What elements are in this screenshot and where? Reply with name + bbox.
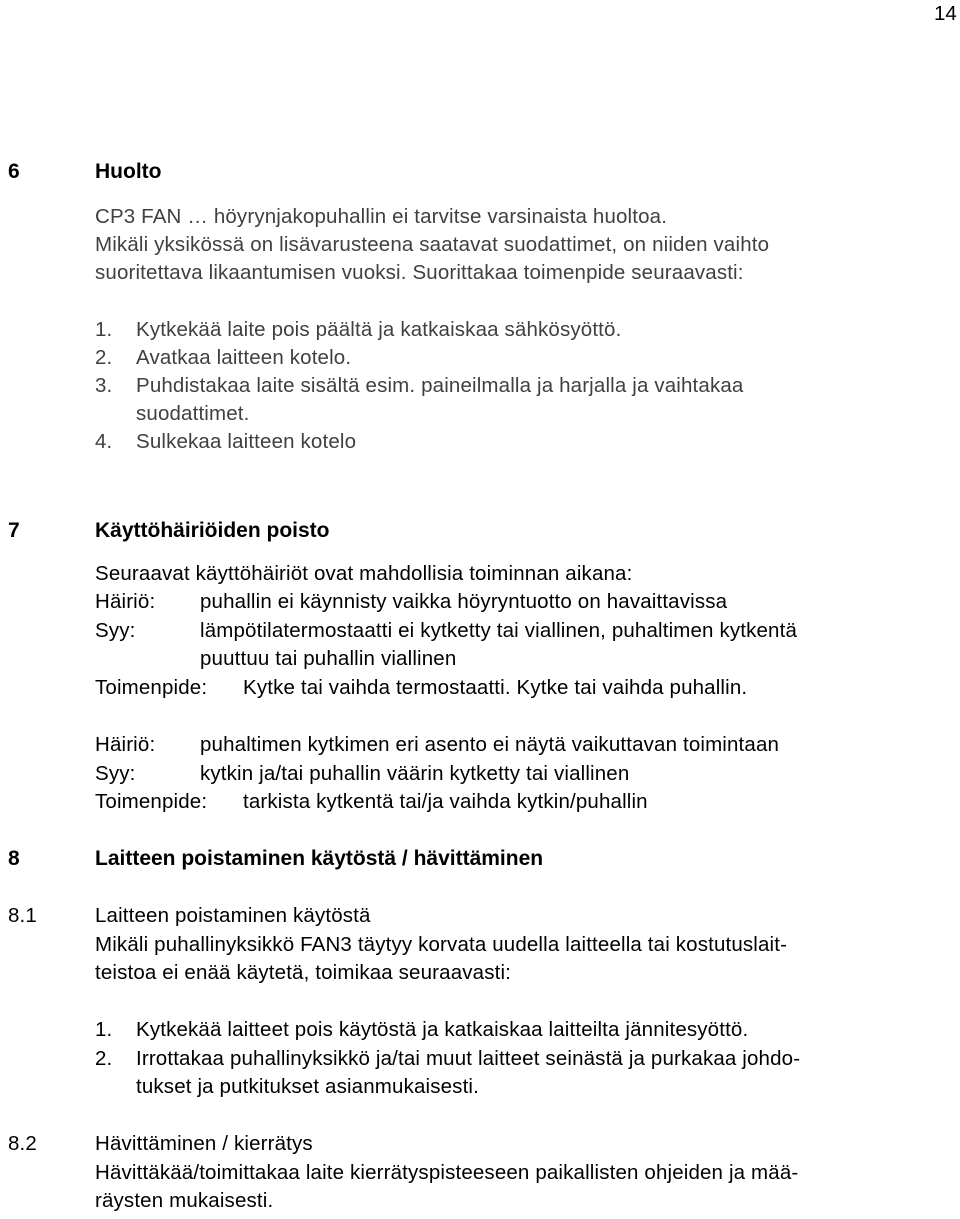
cause-value: kytkin ja/tai puhallin väärin kytketty tai viallinen bbox=[200, 762, 630, 785]
subsection-number: 8.2 bbox=[8, 1132, 37, 1155]
section-intro: Seuraavat käyttöhäiriöt ovat mahdollisia toiminnan aikana: bbox=[95, 562, 633, 585]
step-text: Kytkekää laite pois päältä ja katkaiskaa sähkösyöttö. bbox=[136, 318, 622, 341]
fault-label: Häiriö: bbox=[95, 733, 156, 756]
step-text: Puhdistakaa laite sisältä esim. paineilmalla ja harjalla ja vaihtakaa bbox=[136, 374, 744, 397]
step-number: 1. bbox=[95, 1018, 113, 1041]
section-title: Käyttöhäiriöiden poisto bbox=[95, 519, 330, 542]
section-title: Huolto bbox=[95, 160, 162, 183]
cause-value: lämpötilatermostaatti ei kytketty tai viallinen, puhaltimen kytkentä bbox=[200, 619, 798, 642]
fault-value: puhaltimen kytkimen eri asento ei näytä vaikuttavan toimintaan bbox=[200, 733, 780, 756]
step-number: 3. bbox=[95, 374, 113, 397]
step-number: 2. bbox=[95, 346, 113, 369]
paragraph-line: suoritettava likaantumisen vuoksi. Suorittakaa toimenpide seuraavasti: bbox=[95, 261, 744, 284]
section-title: Laitteen poistaminen käytöstä / hävittäminen bbox=[95, 847, 544, 870]
fault-value: puhallin ei käynnisty vaikka höyryntuotto on havaittavissa bbox=[200, 590, 728, 613]
step-text: suodattimet. bbox=[136, 402, 250, 425]
step-number: 4. bbox=[95, 430, 113, 453]
paragraph-line: Mikäli puhallinyksikkö FAN3 täytyy korvata uudella laitteella tai kostutuslait- bbox=[95, 933, 788, 956]
action-label: Toimenpide: bbox=[95, 790, 208, 813]
action-value: Kytke tai vaihda termostaatti. Kytke tai vaihda puhallin. bbox=[243, 676, 748, 699]
paragraph-line: Mikäli yksikössä on lisävarusteena saatavat suodattimet, on niiden vaihto bbox=[95, 233, 770, 256]
section-number: 7 bbox=[8, 519, 20, 542]
step-text: Irrottakaa puhallinyksikkö ja/tai muut laitteet seinästä ja purkakaa johdo- bbox=[136, 1047, 801, 1070]
subsection-title: Hävittäminen / kierrätys bbox=[95, 1132, 313, 1155]
paragraph-line: teistoa ei enää käytetä, toimikaa seuraavasti: bbox=[95, 961, 511, 984]
step-number: 2. bbox=[95, 1047, 113, 1070]
section-number: 6 bbox=[8, 160, 20, 183]
step-number: 1. bbox=[95, 318, 113, 341]
action-label: Toimenpide: bbox=[95, 676, 208, 699]
fault-label: Häiriö: bbox=[95, 590, 156, 613]
step-text: tukset ja putkitukset asianmukaisesti. bbox=[136, 1075, 479, 1098]
step-text: Kytkekää laitteet pois käytöstä ja katkaiskaa laitteilta jännitesyöttö. bbox=[136, 1018, 749, 1041]
cause-label: Syy: bbox=[95, 762, 136, 785]
subsection-number: 8.1 bbox=[8, 904, 37, 927]
cause-label: Syy: bbox=[95, 619, 136, 642]
paragraph-line: Hävittäkää/toimittakaa laite kierrätyspisteeseen paikallisten ohjeiden ja mää- bbox=[95, 1161, 799, 1184]
section-number: 8 bbox=[8, 847, 20, 870]
step-text: Avatkaa laitteen kotelo. bbox=[136, 346, 352, 369]
paragraph-line: CP3 FAN … höyrynjakopuhallin ei tarvitse varsinaista huoltoa. bbox=[95, 205, 668, 228]
step-text: Sulkekaa laitteen kotelo bbox=[136, 430, 357, 453]
action-value: tarkista kytkentä tai/ja vaihda kytkin/puhallin bbox=[243, 790, 648, 813]
page-number: 14 bbox=[934, 2, 957, 25]
subsection-title: Laitteen poistaminen käytöstä bbox=[95, 904, 371, 927]
paragraph-line: räysten mukaisesti. bbox=[95, 1189, 274, 1212]
cause-value-continued: puuttuu tai puhallin viallinen bbox=[200, 647, 457, 670]
